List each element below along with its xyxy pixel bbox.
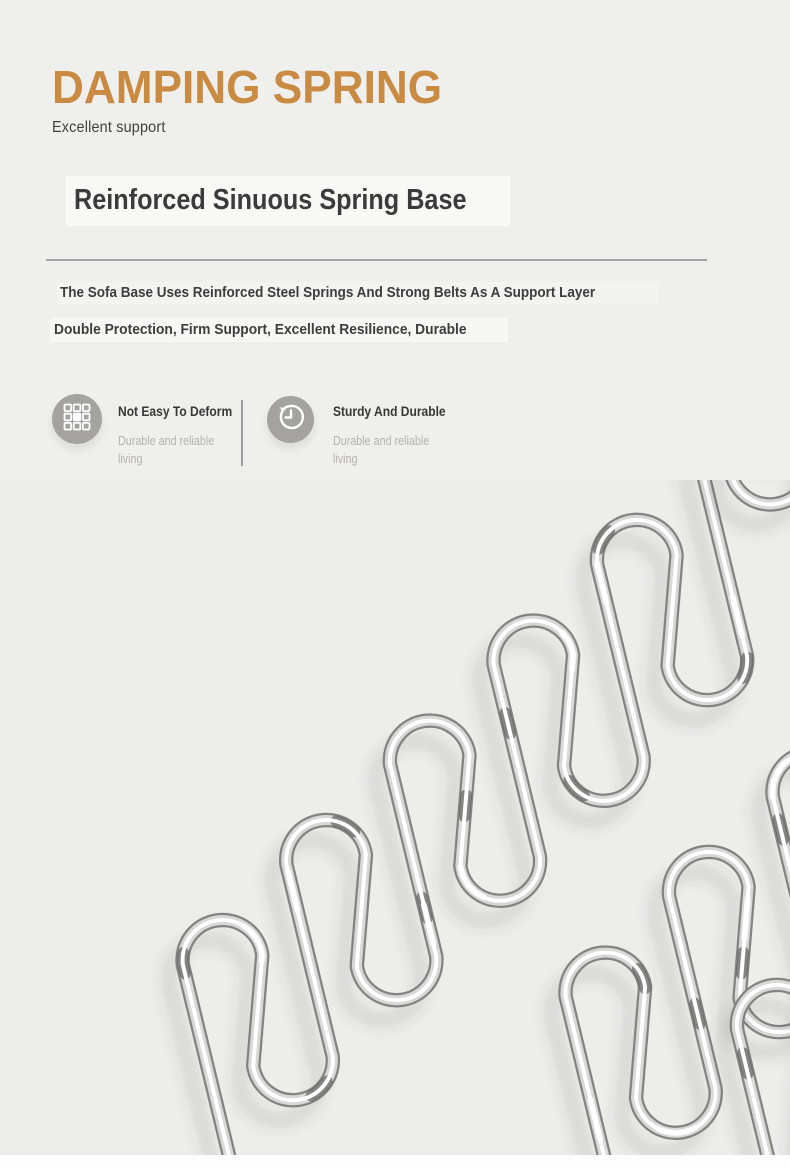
description-line-1-text: The Sofa Base Uses Reinforced Steel Springs And Strong Belts As A Support Layer (60, 284, 596, 301)
page-subtitle-text: Excellent support (52, 119, 166, 136)
feature-icon-circle (52, 394, 102, 444)
bottom-white-strip (0, 1155, 790, 1168)
feature-title: Not Easy To Deform (118, 403, 233, 419)
feature-divider (241, 400, 243, 466)
feature-description: Durable and reliable living (333, 434, 430, 466)
feature-text-block (333, 403, 463, 468)
sinuous-spring-photo (0, 480, 790, 1155)
grid-icon (63, 403, 91, 436)
section-heading-text: Reinforced Sinuous Spring Base (74, 184, 467, 216)
page-title-text: DAMPING SPRING (52, 61, 443, 113)
section-heading (74, 184, 525, 217)
page-subtitle (52, 119, 178, 137)
feature-description: Durable and reliable living (118, 434, 215, 466)
page-title (52, 60, 458, 114)
feature-text-block (118, 403, 248, 468)
clock-history-icon (275, 401, 307, 438)
horizontal-divider (46, 259, 707, 261)
feature-title: Sturdy And Durable (333, 403, 446, 419)
description-line-2 (50, 318, 508, 342)
description-line-1 (58, 282, 659, 304)
feature-icon-circle (267, 396, 314, 443)
description-line-2-text: Double Protection, Firm Support, Excellent Resilience, Durable (54, 321, 467, 338)
